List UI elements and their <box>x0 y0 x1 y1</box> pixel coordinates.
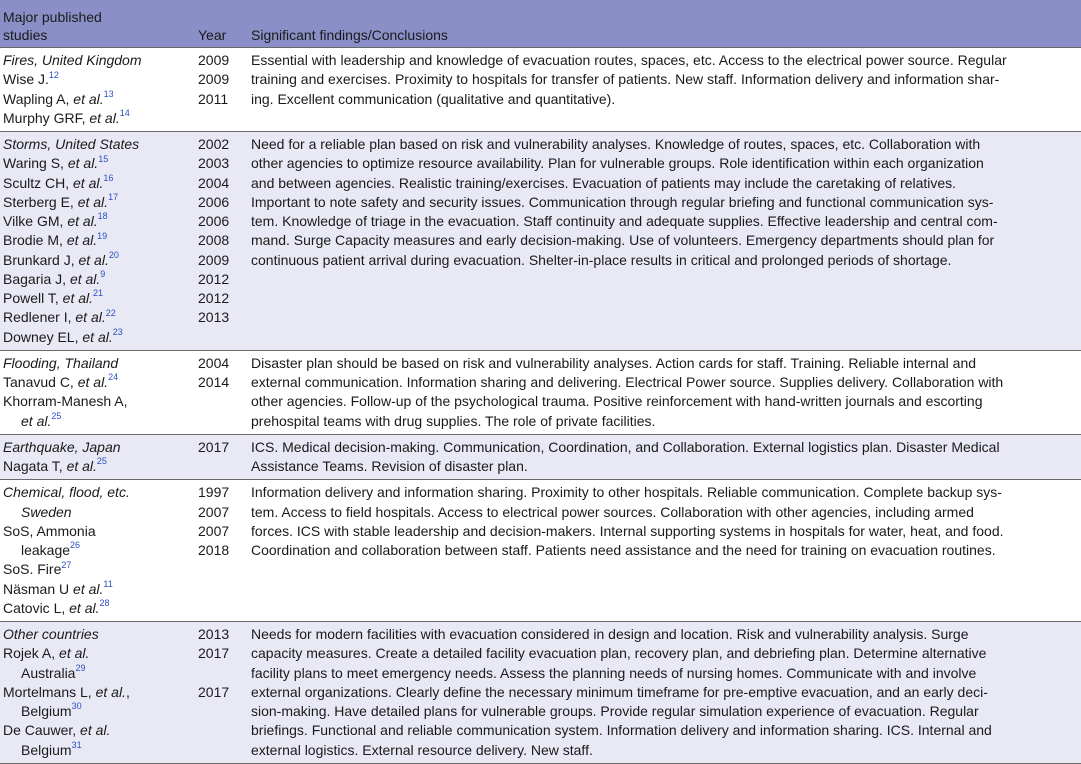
findings-cell <box>249 434 1081 480</box>
study-author: Australia <box>21 664 76 681</box>
year-cell <box>195 480 249 622</box>
study-et-al: et al. <box>21 412 52 429</box>
study-citation <box>3 154 195 173</box>
study-author: Belgium <box>21 703 72 719</box>
reference-link[interactable]: 28 <box>99 598 110 609</box>
study-et-al: et al. <box>82 328 113 345</box>
year-value: 2011 <box>198 90 229 107</box>
study-author: Vilke GM, <box>3 213 68 229</box>
year-value: 2004 <box>198 354 230 371</box>
year-cell <box>195 350 249 434</box>
findings-text-line: other agencies. Follow-up of the psychological trauma. Positive reinforcement with hand-written journals and escorting <box>251 393 983 410</box>
study-citation <box>3 251 195 270</box>
header-findings: Significant findings/Conclusions <box>251 27 448 43</box>
year-value: 2013 <box>198 626 230 642</box>
study-et-al: et al. <box>73 580 104 597</box>
findings-cell <box>249 480 1081 622</box>
findings-text-line: prehospital teams with drug supplies. The role of private facilities. <box>251 412 656 429</box>
region-label: Earthquake, Japan <box>3 438 121 455</box>
study-et-al: et al. <box>67 155 99 172</box>
study-author: SoS. Fire <box>3 561 62 578</box>
reference-link[interactable]: 27 <box>61 559 72 570</box>
study-author: Powell T, <box>3 290 63 306</box>
study-citation <box>3 328 195 347</box>
study-et-al: et al. <box>75 309 106 326</box>
header-studies-line1: Major published <box>3 9 102 25</box>
region-label-continued: Sweden <box>21 503 72 520</box>
year-value: 2018 <box>198 542 230 558</box>
region-label: Fires, United Kingdom <box>3 52 142 68</box>
findings-text-line: other agencies to optimize resource availability. Plan for vulnerable groups. Role identification within each organization <box>251 155 984 172</box>
year-value: 2006 <box>198 193 230 210</box>
study-author: Rojek A, <box>3 645 60 662</box>
year-cell <box>195 622 249 764</box>
findings-text-line: sion-making. Have detailed plans for vulnerable groups. Provide regular simulation experience of evacuation. Regular <box>251 703 979 719</box>
reference-link[interactable]: 13 <box>103 88 114 99</box>
year-value: 2014 <box>198 374 230 390</box>
study-et-al: et al. <box>95 683 126 700</box>
year-cell <box>195 132 249 351</box>
study-author: Wise J. <box>3 71 49 88</box>
study-author: Murphy GRF, <box>3 109 90 126</box>
study-citation <box>3 457 195 476</box>
studies-cell <box>0 48 195 132</box>
year-value: 2006 <box>198 213 230 229</box>
study-citation <box>3 522 195 541</box>
reference-link[interactable]: 21 <box>93 288 104 299</box>
study-author: Wapling A, <box>3 90 74 107</box>
studies-cell <box>0 434 195 480</box>
study-citation <box>3 212 195 231</box>
reference-link[interactable]: 9 <box>100 269 106 280</box>
findings-cell <box>249 48 1081 132</box>
region-label: Chemical, flood, etc. <box>3 484 130 501</box>
table-row <box>0 480 1081 622</box>
study-citation <box>3 664 195 683</box>
reference-link[interactable]: 31 <box>71 739 82 750</box>
reference-link[interactable]: 15 <box>98 153 109 164</box>
reference-link[interactable]: 25 <box>96 456 107 467</box>
study-et-al: et al. <box>77 374 109 390</box>
findings-text-line: tem. Access to field hospitals. Access to electrical power sources. Collaboration with other agencies, including armed <box>251 503 974 520</box>
study-citation <box>3 174 195 193</box>
study-citation <box>3 644 195 663</box>
findings-text-line: Essential with leadership and knowledge of evacuation routes, spaces, etc. Access to the electrical power source. Regular <box>251 52 1007 68</box>
study-citation <box>3 702 195 721</box>
findings-text-line: facility plans to meet emergency needs. Assess the planning needs of nursing homes. Communicate with and involve <box>251 664 977 681</box>
study-author: Näsman U <box>3 580 74 597</box>
study-citation <box>3 721 195 740</box>
studies-cell <box>0 622 195 764</box>
study-citation <box>3 541 195 560</box>
reference-link[interactable]: 23 <box>112 326 123 337</box>
study-citation <box>3 70 195 89</box>
study-et-al: et al. <box>59 645 90 662</box>
study-citation <box>3 599 195 618</box>
reference-link[interactable]: 11 <box>103 578 113 589</box>
study-author: De Cauwer, <box>3 722 81 739</box>
study-citation <box>3 109 195 128</box>
findings-text-line: forces. ICS with stable leadership and decision-makers. Internal supporting systems in hospitals for water, heat, and food. <box>251 522 1004 539</box>
study-author: Scultz CH, <box>3 174 74 191</box>
studies-cell <box>0 480 195 622</box>
findings-text-line: Coordination and collaboration between staff. Patients need assistance and the need for training on evacuation routines. <box>251 542 996 558</box>
study-author: Waring S, <box>3 155 68 172</box>
year-value: 2008 <box>198 232 230 249</box>
year-value: 2009 <box>198 251 230 268</box>
findings-text-line: capacity measures. Create a detailed facility evacuation plan, recovery plan, and debriefing plan. Determine alternative <box>251 645 987 662</box>
findings-cell <box>249 132 1081 351</box>
year-value: 2002 <box>198 136 230 152</box>
findings-cell <box>249 622 1081 764</box>
study-et-al: et al. <box>73 90 104 107</box>
year-cell <box>195 434 249 480</box>
findings-text-line: Disaster plan should be based on risk and vulnerability analyses. Action cards for staff. Training. Reliable internal and <box>251 354 977 371</box>
findings-text-line: briefings. Functional and reliable communication system. Information delivery and information sharing. ICS. Internal and <box>251 722 992 739</box>
findings-text-line: training and exercises. Proximity to hospitals for transfer of patients. New staff. Information delivery and information shar- <box>251 71 1000 88</box>
findings-text-line: Important to note safety and security issues. Communication through regular briefing and functional communication sys- <box>251 193 994 210</box>
studies-cell <box>0 350 195 434</box>
header-studies <box>0 0 195 48</box>
study-citation <box>3 231 195 250</box>
findings-text-line: external logistics. External resource delivery. New staff. <box>251 741 593 758</box>
table-body <box>0 48 1081 764</box>
year-value: 2009 <box>198 52 230 68</box>
reference-link[interactable]: 26 <box>70 540 81 551</box>
study-citation <box>3 683 195 702</box>
study-citation <box>3 580 195 599</box>
year-value: 2004 <box>198 174 230 191</box>
study-citation <box>3 90 195 109</box>
study-et-al: et al. <box>80 722 111 739</box>
study-author: Downey EL, <box>3 328 83 345</box>
study-et-al: et al. <box>62 290 94 306</box>
findings-text-line: ing. Excellent communication (qualitative and quantitative). <box>251 90 616 107</box>
reference-link[interactable]: 16 <box>103 172 114 183</box>
findings-text-line: Needs for modern facilities with evacuation considered in design and location. Risk and vulnerability analysis. Surge <box>251 626 969 642</box>
study-citation <box>3 373 195 392</box>
study-author: Brunkard J, <box>3 251 79 268</box>
study-author: Nagata T, <box>3 458 67 474</box>
findings-text-line: and between agencies. Realistic training/exercises. Evacuation of patients may include the caretaking of relatives. <box>251 174 957 191</box>
year-value: 2013 <box>198 309 230 326</box>
findings-text-line: Information delivery and information sharing. Proximity to other hospitals. Reliable communication. Complete backup sys- <box>251 484 1002 501</box>
year-value: 1997 <box>198 484 230 501</box>
table-row <box>0 48 1081 132</box>
study-author: Sterberg E, <box>3 193 78 210</box>
reference-link[interactable]: 30 <box>71 701 82 712</box>
study-citation <box>3 193 195 212</box>
study-et-al: et al. <box>66 458 97 474</box>
study-author: Khorram-Manesh A, <box>3 393 128 410</box>
year-cell <box>195 48 249 132</box>
findings-text-line: continuous patient arrival during evacuation. Shelter-in-place results in critical and prolonged periods of shortage. <box>251 251 952 268</box>
table-header-row <box>0 0 1081 48</box>
header-year: Year <box>198 27 227 43</box>
table-row <box>0 350 1081 434</box>
study-et-al: et al. <box>67 213 98 229</box>
year-value: 2009 <box>198 71 230 88</box>
findings-text-line: Assistance Teams. Revision of disaster plan. <box>251 458 528 474</box>
study-author: Bagaria J, <box>3 270 70 287</box>
region-label: Flooding, Thailand <box>3 354 119 371</box>
region-label: Other countries <box>3 626 99 642</box>
study-et-al: et al. <box>89 109 120 126</box>
study-author: Catovic L, <box>3 599 70 616</box>
study-citation <box>3 741 195 760</box>
findings-text-line: external communication. Information sharing and delivering. Electrical Power source. Supplies delivery. Collaboration with <box>251 374 1004 390</box>
findings-text-line: external organizations. Clearly define the necessary minimum timeframe for pre-emptive evacuation, and an early deci- <box>251 683 988 700</box>
study-author: Tanavud C, <box>3 374 78 390</box>
study-citation <box>3 412 195 431</box>
study-citation <box>3 392 195 411</box>
findings-text-line: ICS. Medical decision-making. Communication, Coordination, and Collaboration. External logistics plan. Disaster Medical <box>251 438 1000 455</box>
table-row <box>0 622 1081 764</box>
findings-text-line: mand. Surge Capacity measures and early decision-making. Use of volunteers. Emergency departments should plan for <box>251 232 995 249</box>
year-value: 2017 <box>198 645 230 662</box>
study-et-al: et al. <box>77 193 109 210</box>
study-et-al: et al. <box>78 251 109 268</box>
reference-link[interactable]: 29 <box>75 662 86 673</box>
study-citation <box>3 308 195 327</box>
reference-link[interactable]: 19 <box>97 230 108 241</box>
study-et-al: et al. <box>73 174 104 191</box>
reference-link[interactable]: 14 <box>119 108 130 119</box>
study-author: Mortelmans L, <box>3 683 96 700</box>
year-value: 2007 <box>198 503 230 520</box>
findings-text-line: Need for a reliable plan based on risk and vulnerability analyses. Knowledge of routes, spaces, etc. Collaboration with <box>251 136 981 152</box>
reference-link[interactable]: 24 <box>108 372 119 383</box>
year-value: 2003 <box>198 155 230 172</box>
header-studies-line2: studies <box>3 27 48 43</box>
reference-link[interactable]: 25 <box>51 410 62 421</box>
year-value: 2012 <box>198 290 230 306</box>
year-value: 2017 <box>198 438 230 455</box>
year-value <box>198 664 249 683</box>
study-suffix: , <box>125 683 130 700</box>
study-et-al: et al. <box>69 599 100 616</box>
year-value: 2007 <box>198 522 230 539</box>
findings-text-line: tem. Knowledge of triage in the evacuation. Staff continuity and adequate supplies. Effective leadership and central com- <box>251 213 998 229</box>
reference-link[interactable]: 20 <box>108 249 119 260</box>
table-row <box>0 132 1081 351</box>
year-value: 2017 <box>198 683 230 700</box>
study-author: Belgium <box>21 741 72 758</box>
reference-link[interactable]: 22 <box>105 307 116 318</box>
year-value: 2012 <box>198 270 230 287</box>
studies-cell <box>0 132 195 351</box>
study-citation <box>3 560 195 579</box>
region-label: Storms, United States <box>3 136 140 152</box>
study-et-al: et al. <box>66 232 98 249</box>
study-author: Brodie M, <box>3 232 67 249</box>
study-author: SoS, Ammonia <box>3 522 96 539</box>
reference-link[interactable]: 12 <box>48 69 59 80</box>
study-citation <box>3 270 195 289</box>
study-author: Redlener I, <box>3 309 76 326</box>
reference-link[interactable]: 17 <box>108 192 119 203</box>
study-author: leakage <box>21 542 71 558</box>
study-citation <box>3 289 195 308</box>
study-et-al: et al. <box>69 270 101 287</box>
findings-cell <box>249 350 1081 434</box>
table-row <box>0 434 1081 480</box>
reference-link[interactable]: 18 <box>97 211 108 222</box>
